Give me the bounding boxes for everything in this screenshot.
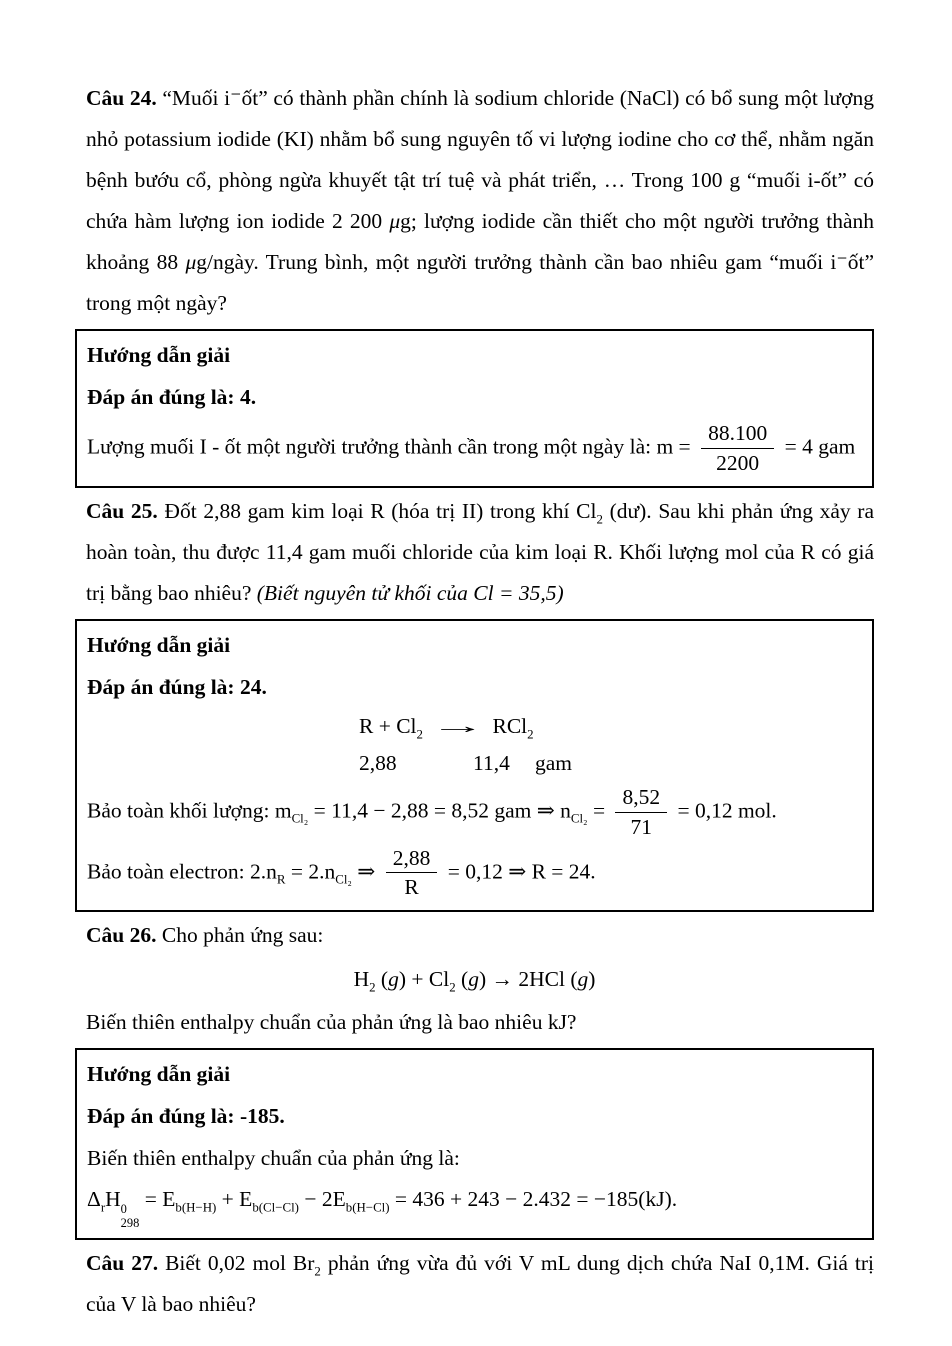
mu-symbol: μ — [389, 209, 401, 233]
question-27-label: Câu 27. — [86, 1250, 159, 1275]
question-25-label: Câu 25. — [86, 498, 158, 523]
subscript: r — [100, 1200, 106, 1215]
electron-balance-line — [87, 843, 862, 904]
subscript: 298 — [120, 1216, 140, 1231]
formula-text: Δ — [87, 1187, 101, 1212]
state-symbol: g — [577, 967, 589, 992]
solution-26-title: Hướng dẫn giải — [87, 1062, 231, 1087]
subscript: Cl₂ — [335, 872, 352, 887]
subscript: 2 — [369, 980, 376, 995]
mu-symbol: μ — [185, 250, 197, 274]
reaction-amounts — [87, 745, 862, 782]
solution-box-26 — [75, 1048, 874, 1240]
equation-text: H — [353, 967, 370, 992]
question-26 — [75, 915, 874, 956]
solution-box-24 — [75, 329, 874, 488]
subscript: 2 — [449, 980, 456, 995]
superscript: 0 — [120, 1202, 127, 1217]
formula-text: = 0,12 ⇒ R = 24. — [442, 858, 596, 883]
fraction-numerator: 88.100 — [701, 420, 774, 449]
fraction — [615, 784, 667, 841]
fraction — [701, 420, 774, 477]
question-26-label: Câu 26. — [86, 923, 157, 948]
solution-26-answer: Đáp án đúng là: -185. — [87, 1104, 285, 1129]
solution-box-25 — [75, 619, 874, 913]
solution-25-answer: Đáp án đúng là: 24. — [87, 674, 267, 699]
subscript: b(Cl−Cl) — [252, 1200, 299, 1215]
formula-text: + E — [216, 1187, 253, 1212]
fraction-numerator: 8,52 — [615, 784, 667, 813]
formula-text: = — [587, 798, 611, 823]
question-26-text: Cho phản ứng sau: — [156, 923, 324, 948]
equation-text: ) — [588, 967, 596, 992]
fraction-denominator: R — [404, 875, 419, 900]
formula-text: ⇒ — [351, 858, 381, 883]
formula-text: = 11,4 − 2,88 = 8,52 gam ⇒ n — [308, 798, 571, 823]
question-24-text-1: “Muối i⁻ốt” có thành phần chính là sodium chloride (NaCl) có bổ sung một lượng nhỏ potassium iodide (KI) nhằm bổ sung nguyên tố vi lượng iodine cho cơ thể, nhằm ngăn bệnh bướu cổ, phòng ngừa khuyết tật trí tuệ và phát triển, … Trong 100 g “muối i-ốt” có chứa hàm lượng ion iodide 2 200 — [86, 86, 874, 233]
formula-text: = 2.n — [285, 858, 336, 883]
formula-text: − 2E — [298, 1187, 346, 1212]
subscript: 2 — [416, 727, 423, 742]
enthalpy-formula — [87, 1179, 862, 1231]
formula-text: = 0,12 mol. — [672, 798, 777, 823]
question-26-equation — [75, 956, 874, 1002]
solution-26-text: Biến thiên enthalpy chuẩn của phản ứng là: — [87, 1146, 460, 1171]
formula-text: = 4 gam — [779, 434, 856, 459]
equation-text: ( — [375, 967, 389, 992]
fraction-denominator: 2200 — [716, 450, 760, 475]
solution-25-title: Hướng dẫn giải — [87, 632, 231, 657]
question-24-text-2: g; lượng iodide cần thiết cho một người trưởng thành khoảng 88 — [86, 209, 874, 274]
question-24-text-3: g/ngày. Trung bình, một người trưởng thành cần bao nhiêu gam “muối i⁻ốt” trong một ngày? — [86, 250, 875, 315]
reaction-arrow-icon: → — [429, 713, 486, 738]
equation-text: ( — [455, 967, 469, 992]
solution-24-title: Hướng dẫn giải — [87, 343, 231, 367]
question-25 — [75, 491, 874, 614]
formula-text: = 436 + 243 − 2.432 = −185(kJ). — [389, 1187, 678, 1212]
solution-24-formula — [87, 418, 862, 479]
equation-text: ) → 2HCl ( — [478, 967, 578, 992]
subscript: 2 — [527, 727, 534, 742]
question-27-text-2: phản ứng vừa đủ với V mL dung dịch chứa NaI 0,1M. Giá trị của V là bao nhiêu? — [86, 1250, 875, 1316]
superscript-subscript — [121, 1202, 140, 1231]
reaction-lhs: R + Cl — [359, 713, 417, 738]
question-25-note: (Biết nguyên tử khối của Cl = 35,5) — [256, 580, 564, 605]
state-symbol: g — [468, 967, 479, 992]
amount-unit: gam — [535, 750, 573, 775]
formula-text: Lượng muối I - ốt một người trưởng thành cần trong một ngày là: m = — [87, 434, 697, 459]
question-24 — [75, 78, 874, 324]
equation-text: ) + Cl — [398, 967, 450, 992]
formula-text: = E — [139, 1187, 176, 1212]
subscript: b(H−H) — [175, 1200, 217, 1215]
fraction — [386, 845, 438, 902]
question-25-text-2: (dư). Sau khi phản ứng xảy ra hoàn toàn, thu được 11,4 gam muối chloride của kim loại R. Khối lượng mol của R có giá trị bằng bao nhiêu? — [86, 498, 874, 605]
subscript: Cl₂ — [570, 811, 588, 826]
solution-24-answer: Đáp án đúng là: 4. — [87, 385, 257, 409]
question-27 — [75, 1243, 874, 1325]
reaction-rhs: RCl — [492, 713, 528, 738]
state-symbol: g — [388, 967, 399, 992]
fraction-numerator: 2,88 — [386, 845, 438, 874]
subscript: b(H−Cl) — [345, 1200, 390, 1215]
question-26-prompt: Biến thiên enthalpy chuẩn của phản ứng là bao nhiêu kJ? — [86, 1010, 577, 1035]
mass-balance-line — [87, 782, 862, 843]
question-25-text-1: Đốt 2,88 gam kim loại R (hóa trị II) trong khí Cl — [157, 498, 597, 523]
subscript: R — [276, 872, 286, 887]
subscript: 2 — [596, 512, 603, 527]
question-24-label: Câu 24. — [86, 86, 157, 110]
fraction-denominator: 71 — [630, 814, 653, 839]
subscript: 2 — [314, 1264, 321, 1279]
formula-text: H — [105, 1187, 121, 1212]
question-27-text-1: Biết 0,02 mol Br — [158, 1250, 315, 1275]
subscript: Cl₂ — [291, 811, 309, 826]
amount-reactant: 2,88 — [359, 750, 397, 775]
formula-text: Bảo toàn electron: 2.n — [87, 858, 277, 883]
formula-text: Bảo toàn khối lượng: m — [87, 798, 292, 823]
amount-product: 11,4 — [473, 750, 510, 775]
reaction-equation — [87, 708, 862, 745]
